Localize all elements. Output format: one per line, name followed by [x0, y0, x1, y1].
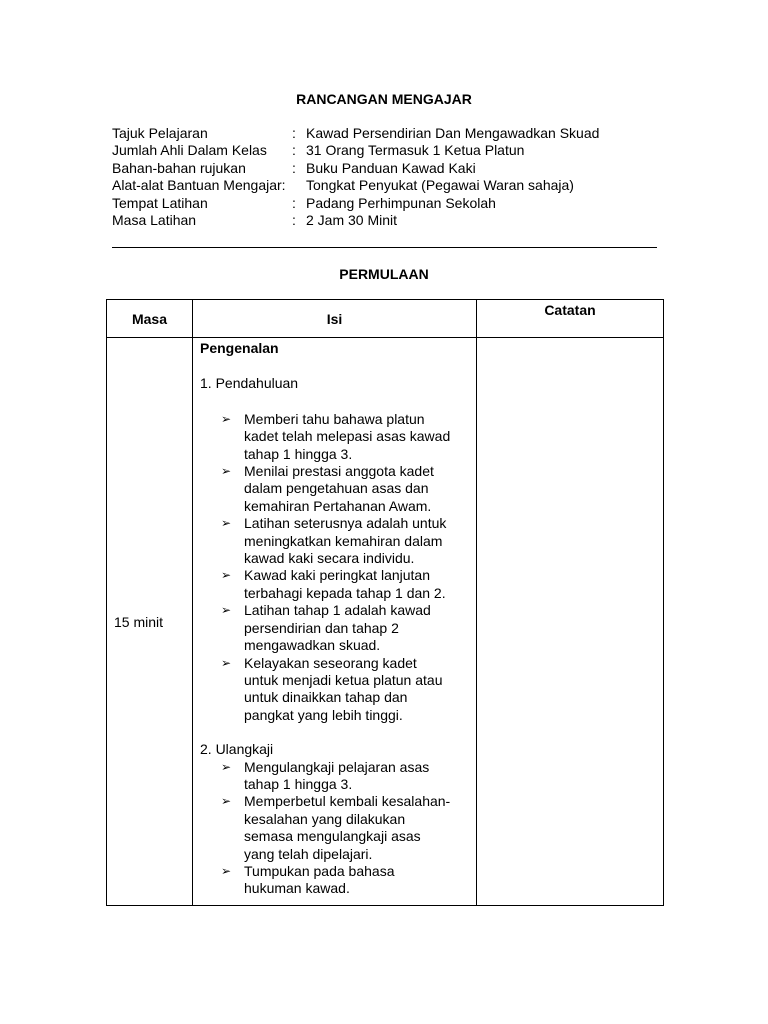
bullet-line: tahap 1 hingga 3. [244, 445, 353, 462]
info-row-jumlah [112, 142, 672, 159]
bullet-line: Memberi tahu bahawa platun [244, 410, 425, 427]
arrow-bullet-icon: ➢ [221, 568, 232, 583]
part1-bullet-list [200, 411, 470, 724]
info-colon: : [292, 212, 296, 229]
info-colon: : [292, 142, 296, 159]
bullet-line: untuk menjadi ketua platun atau [244, 671, 443, 688]
arrow-bullet-icon: ➢ [221, 516, 232, 531]
bullet-line: Kawad kaki peringkat lanjutan [244, 567, 431, 584]
info-value: Kawad Persendirian Dan Mengawadkan Skuad [306, 125, 600, 141]
bullet-line: mengawadkan skuad. [244, 637, 381, 654]
bullet-line: kadet telah melepasi asas kawad [244, 428, 451, 445]
catatan-cell [477, 338, 664, 906]
table-header-row [107, 300, 664, 338]
list-item [221, 463, 470, 515]
arrow-bullet-icon: ➢ [221, 759, 232, 774]
bullet-line: pangkat yang lebih tinggi. [244, 706, 403, 723]
bullet-line: Kelayakan seseorang kadet [244, 654, 417, 671]
list-item [221, 863, 470, 898]
bullet-line: kemahiran Pertahanan Awam. [244, 497, 432, 514]
table-row [107, 338, 664, 906]
info-colon: : [292, 194, 296, 211]
info-value: Padang Perhimpunan Sekolah [306, 194, 496, 211]
info-value: 2 Jam 30 Minit [306, 212, 398, 229]
info-row-bahan [112, 160, 672, 177]
info-row-tempat [112, 195, 672, 212]
info-label: Alat-alat Bantuan Mengajar: [112, 177, 286, 194]
info-row-alat [112, 177, 672, 194]
part1-title: 1. Pendahuluan [200, 375, 299, 392]
bullet-line: tahap 1 hingga 3. [244, 775, 353, 792]
info-value: 31 Orang Termasuk 1 Ketua Platun [306, 142, 525, 159]
header-isi: Isi [193, 300, 477, 338]
spacer [200, 357, 470, 375]
arrow-bullet-icon: ➢ [221, 603, 232, 618]
info-colon: : [292, 159, 296, 176]
header-catatan: Catatan [477, 300, 664, 338]
list-item [221, 793, 470, 863]
info-row-masa [112, 212, 672, 229]
arrow-bullet-icon: ➢ [221, 655, 232, 670]
info-value: Buku Panduan Kawad Kaki [306, 159, 476, 176]
arrow-bullet-icon: ➢ [221, 863, 232, 878]
info-label: Bahan-bahan rujukan [112, 159, 246, 176]
bullet-line: hukuman kawad. [244, 880, 350, 897]
arrow-bullet-icon: ➢ [221, 411, 232, 426]
bullet-line: Memperbetul kembali kesalahan- [244, 793, 451, 810]
arrow-bullet-icon: ➢ [221, 794, 232, 809]
bullet-line: meningkatkan kemahiran dalam [244, 532, 443, 549]
part2-bullet-list [200, 759, 470, 898]
part2-title: 2. Ulangkaji [200, 741, 274, 758]
list-item [221, 655, 470, 725]
isi-cell [193, 338, 477, 906]
lesson-table [106, 299, 664, 906]
bullet-line: Menilai prestasi anggota kadet [244, 463, 434, 480]
page-title: RANCANGAN MENGAJAR [296, 91, 472, 107]
bullet-line: Tumpukan pada bahasa [244, 862, 395, 879]
bullet-line: semasa mengulangkaji asas [244, 828, 421, 845]
list-item [221, 411, 470, 463]
info-row-tajuk [112, 125, 672, 142]
masa-cell: 15 minit [107, 338, 193, 906]
bullet-line: dalam pengetahuan asas dan [244, 480, 429, 497]
info-label: Tempat Latihan [112, 194, 208, 211]
divider [112, 247, 657, 248]
bullet-line: Mengulangkaji pelajaran asas [244, 758, 430, 775]
info-label: Jumlah Ahli Dalam Kelas [112, 142, 267, 159]
list-item [221, 759, 470, 794]
spacer [200, 393, 470, 411]
info-colon: : [292, 125, 296, 141]
arrow-bullet-icon: ➢ [221, 464, 232, 479]
spacer [200, 724, 470, 741]
bullet-line: kawad kaki secara individu. [244, 550, 415, 567]
info-label: Tajuk Pelajaran [112, 125, 208, 141]
bullet-line: yang telah dipelajari. [244, 845, 373, 862]
bullet-line: Latihan tahap 1 adalah kawad [244, 602, 431, 619]
section-title: PERMULAAN [339, 266, 429, 282]
lesson-info [112, 125, 672, 229]
list-item [221, 602, 470, 654]
list-item [221, 567, 470, 602]
info-value: Tongkat Penyukat (Pegawai Waran sahaja) [306, 177, 574, 194]
bullet-line: persendirian dan tahap 2 [244, 619, 399, 636]
bullet-line: Latihan seterusnya adalah untuk [244, 515, 447, 532]
header-masa: Masa [107, 300, 193, 338]
list-item [221, 515, 470, 567]
info-label: Masa Latihan [112, 212, 197, 229]
bullet-line: terbahagi kepada tahap 1 dan 2. [244, 584, 446, 601]
bullet-line: kesalahan yang dilakukan [244, 810, 406, 827]
bullet-line: untuk dinaikkan tahap dan [244, 689, 408, 706]
content-heading: Pengenalan [200, 340, 279, 356]
